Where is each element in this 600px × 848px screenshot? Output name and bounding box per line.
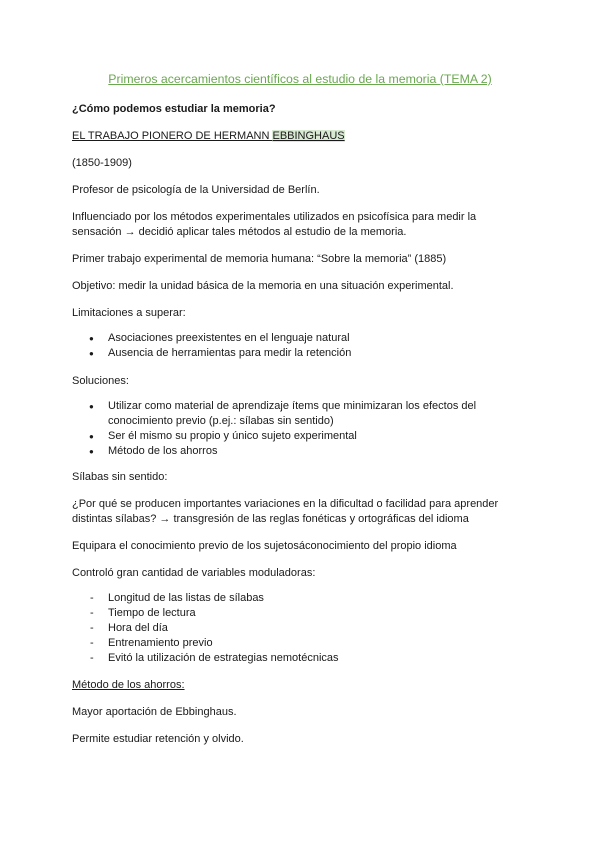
first-work-text: Primer trabajo experimental de memoria humana: “Sobre la memoria” (1885) <box>72 253 447 265</box>
profession-text: Profesor de psicología de la Universidad de Berlín. <box>72 184 320 196</box>
influence-line-2: sensación → decidió aplicar tales métodos al estudio de la memoria. <box>72 226 407 238</box>
list-item: ● Utilizar como material de aprendizaje ítems que minimizaran los efectos del <box>72 399 476 414</box>
savings-paragraph-1: Mayor aportación de Ebbinghaus. <box>72 706 237 718</box>
equates-text: Equipara el conocimiento previo de los sujetosáconocimiento del propio idioma <box>72 540 457 552</box>
question2-line-2: distintas sílabas? → transgresión de las reglas fonéticas y ortográficas del idioma <box>72 513 469 525</box>
document-title: Primeros acercamientos científicos al estudio de la memoria (TEMA 2) <box>108 72 492 86</box>
section-heading-prefix: EL TRABAJO PIONERO DE HERMANN <box>72 130 273 142</box>
list-item: ● Método de los ahorros <box>72 444 476 459</box>
section-heading-highlight: EBBINGHAUS <box>272 130 345 142</box>
solutions-label: Soluciones: <box>72 375 129 387</box>
limitations-label: Limitaciones a superar: <box>72 307 186 319</box>
list-item: ● Asociaciones preexistentes en el lenguaje natural <box>72 331 351 346</box>
list-item: - Evitó la utilización de estrategias nemotécnicas <box>72 651 339 666</box>
list-item: - Hora del día <box>72 621 339 636</box>
list-item-continuation-text: conocimiento previo (p.ej.: sílabas sin sentido) <box>108 415 334 427</box>
list-item: ● Ser él mismo su propio y único sujeto experimental <box>72 429 476 444</box>
question-heading: ¿Cómo podemos estudiar la memoria? <box>72 103 276 115</box>
limitations-list <box>72 331 351 361</box>
list-item-continuation <box>72 414 476 429</box>
list-item: - Longitud de las listas de sílabas <box>72 591 339 606</box>
list-item: - Entrenamiento previo <box>72 636 339 651</box>
dates-text: (1850-1909) <box>72 157 132 169</box>
section-heading <box>72 129 345 144</box>
savings-heading: Método de los ahorros: <box>72 679 185 691</box>
objective-text: Objetivo: medir la unidad básica de la memoria en una situación experimental. <box>72 280 454 292</box>
nonsense-syllables-label: Sílabas sin sentido: <box>72 471 168 483</box>
question2-line-1: ¿Por qué se producen importantes variaciones en la dificultad o facilidad para aprender <box>72 498 499 510</box>
controlled-label: Controló gran cantidad de variables moduladoras: <box>72 567 316 579</box>
influence-line-1: Influenciado por los métodos experimentales utilizados en psicofísica para medir la <box>72 211 477 223</box>
solutions-list <box>72 399 476 459</box>
variables-list <box>72 591 339 666</box>
savings-paragraph-2: Permite estudiar retención y olvido. <box>72 733 244 745</box>
list-item: ● Ausencia de herramientas para medir la retención <box>72 346 351 361</box>
list-item: - Tiempo de lectura <box>72 606 339 621</box>
